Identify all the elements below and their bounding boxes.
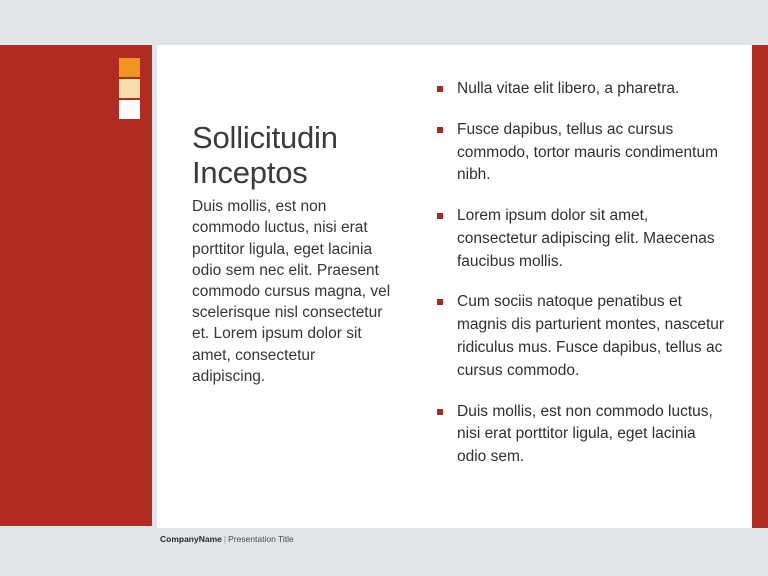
slide-body-paragraph: Duis mollis, est non commodo luctus, nisi erat porttitor ligula, eget lacinia odio sem nec elit. Praesent commodo cursus magna, vel scelerisque nisl consectetur et. Lorem ipsum dolor sit amet, consectetur adipiscing.	[192, 198, 391, 385]
bullet-square-icon	[437, 127, 443, 133]
accent-square-white-icon	[119, 100, 140, 119]
bullet-square-icon	[437, 409, 443, 415]
accent-square-tan-icon	[119, 79, 140, 98]
list-item-label: Nulla vitae elit libero, a pharetra.	[457, 80, 680, 97]
list-item	[437, 119, 729, 187]
bullet-square-icon	[437, 213, 443, 219]
left-text-column	[192, 120, 392, 387]
footer-company-name: CompanyName	[160, 534, 222, 544]
right-red-edge-strip	[752, 45, 768, 528]
footer-separator: |	[223, 534, 227, 544]
list-item-label: Lorem ipsum dolor sit amet, consectetur adipiscing elit. Maecenas faucibus mollis.	[457, 207, 715, 270]
list-item	[437, 401, 729, 469]
bullet-list	[437, 78, 729, 469]
list-item-label: Fusce dapibus, tellus ac cursus commodo, tortor mauris condimentum nibh.	[457, 120, 719, 184]
list-item	[437, 291, 729, 382]
accent-square-stack	[119, 58, 140, 121]
bullet-square-icon	[437, 299, 443, 305]
footer-presentation-title: Presentation Title	[228, 534, 294, 544]
list-item-label: Duis mollis, est non commodo luctus, nisi erat porttitor ligula, eget lacinia odio sem.	[457, 402, 713, 466]
list-item	[437, 78, 729, 101]
list-item-label: Cum sociis natoque penatibus et magnis dis parturient montes, nascetur ridiculus mus. Fusce dapibus, tellus ac cursus commodo.	[457, 293, 725, 379]
slide-title: Sollicitudin Inceptos	[192, 120, 338, 191]
list-item	[437, 205, 729, 273]
slide-footer	[160, 535, 294, 544]
bullet-square-icon	[437, 86, 443, 92]
accent-square-orange-icon	[119, 58, 140, 77]
